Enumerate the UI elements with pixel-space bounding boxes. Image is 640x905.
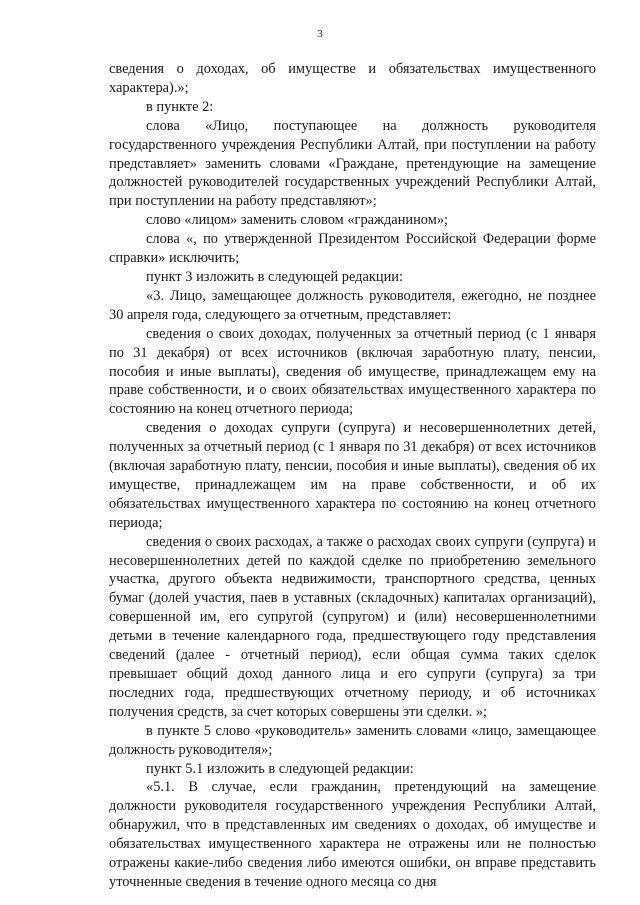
page-number: 3 — [317, 28, 323, 40]
paragraph: в пункте 2: — [146, 98, 214, 115]
paragraph: «3. Лицо, замещающее должность руководителя, ежегодно, не позднее 30 апреля года, следующего за отчетным, представляет: — [109, 287, 596, 323]
paragraph: сведения о своих расходах, а также о расходах своих супруги (супруга) и несовершеннолетних детей по каждой сделке по приобретению земельного участка, другого объекта недвижимости, транспортного средства, ценных бумаг (долей участия, паев в уставных (складочных) капиталах организаций), совершенной им, его супругой (супругом) и (или) несовершеннолетними детьми в течение календарного года, предшествующего году представления сведений (далее - отчетный период), если общая сумма таких сделок превышает общий доход данного лица и его супруги (супруга) за три последних года, предшествующих отчетному периоду, и об источниках получения средств, за счет которых совершены эти сделки. »; — [109, 533, 596, 720]
paragraph: слова «, по утвержденной Президентом Российской Федерации форме справки» исключить; — [109, 231, 596, 267]
paragraph: пункт 5.1 изложить в следующей редакции: — [146, 760, 414, 777]
paragraph: пункт 3 изложить в следующей редакции: — [146, 268, 403, 285]
document-body — [109, 60, 596, 892]
paragraph: в пункте 5 слово «руководитель» заменить словами «лицо, замещающее должность руководителя»; — [109, 722, 596, 758]
paragraph: слова «Лицо, поступающее на должность руководителя государственного учреждения Республики Алтай, при поступлении на работу представляет» заменить словами «Граждане, претендующие на замещение должностей руководителей государственных учреждений Республики Алтай, при поступлении на работу представляют»; — [109, 117, 596, 210]
paragraph: «5.1. В случае, если гражданин, претендующий на замещение должности руководителя государственного учреждения Республики Алтай, обнаружил, что в представленных им сведениях о доходах, об имуществе и обязательствах имущественного характера не отражены или не полностью отражены какие-либо сведения либо имеются ошибки, он вправе представить уточненные сведения в течение одного месяца со дня — [109, 779, 596, 890]
paragraph: сведения о доходах, об имуществе и обязательствах имущественного характера).»; — [109, 61, 596, 96]
paragraph: сведения о доходах супруги (супруга) и несовершеннолетних детей, полученных за отчетный период (с 1 января по 31 декабря) от всех источников (включая заработную плату, пенсии, пособия и иные выплаты), сведения об их имуществе, принадлежащем им на праве собственности, и об их обязательствах имущественного характера по состоянию на конец отчетного периода; — [109, 420, 596, 531]
paragraph: слово «лицом» заменить словом «гражданином»; — [146, 212, 449, 229]
paragraph: сведения о своих доходах, полученных за отчетный период (с 1 января по 31 декабря) от всех источников (включая заработную плату, пенсии, пособия и иные выплаты), сведения об имуществе, принадлежащем ему на праве собственности, и о своих обязательствах имущественного характера по состоянию на конец отчетного периода; — [109, 325, 596, 418]
